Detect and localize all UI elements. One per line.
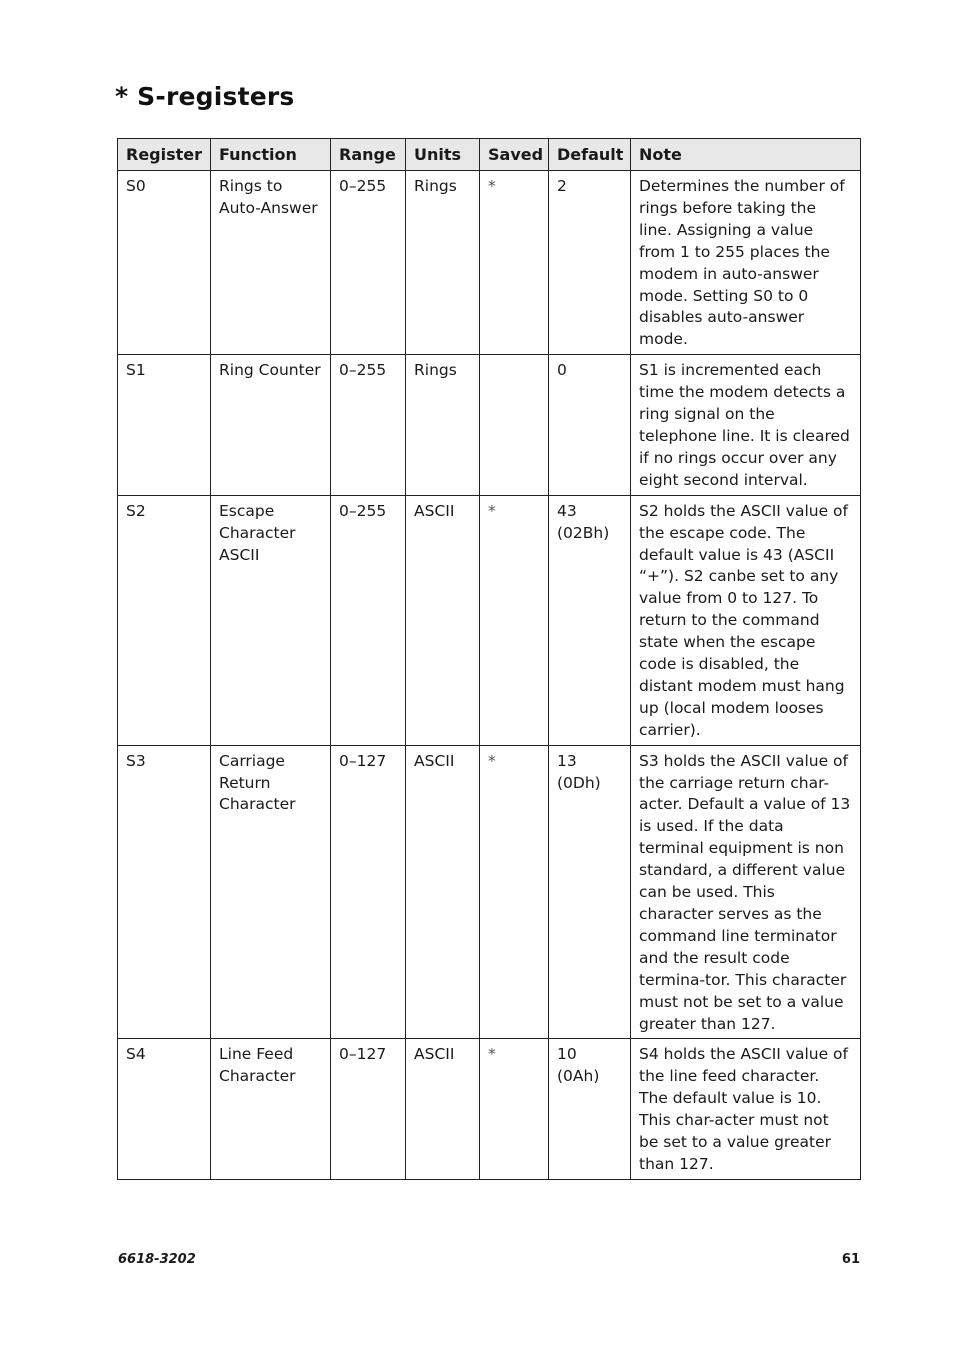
function-cell: Escape Character ASCII — [211, 495, 331, 745]
note-cell: S2 holds the ASCII value of the escape code. The default value is 43 (ASCII “+”). S2 canbe set to any value from 0 to 127. To return to the command state when the escape code is disabled, the distant modem must hang up (local modem looses carrier). — [631, 495, 861, 745]
column-header-register: Register — [118, 139, 211, 171]
range-cell: 0–127 — [331, 745, 406, 1039]
saved-cell: * — [480, 745, 549, 1039]
default-cell: 2 — [549, 171, 631, 355]
default-cell: 10 (0Ah) — [549, 1039, 631, 1179]
note-cell: S1 is incremented each time the modem detects a ring signal on the telephone line. It is cleared if no rings occur over any eight second interval. — [631, 355, 861, 495]
range-cell: 0–255 — [331, 355, 406, 495]
saved-cell — [480, 355, 549, 495]
column-header-range: Range — [331, 139, 406, 171]
column-header-function: Function — [211, 139, 331, 171]
register-cell: S3 — [118, 745, 211, 1039]
function-cell: Carriage Return Character — [211, 745, 331, 1039]
register-cell: S2 — [118, 495, 211, 745]
range-cell: 0–255 — [331, 171, 406, 355]
page-title: * S-registers — [115, 82, 295, 111]
default-cell: 13 (0Dh) — [549, 745, 631, 1039]
page-number: 61 — [841, 1252, 860, 1267]
register-cell: S4 — [118, 1039, 211, 1179]
table-row — [118, 1039, 861, 1179]
register-cell: S0 — [118, 171, 211, 355]
function-cell: Rings to Auto-Answer — [211, 171, 331, 355]
document-number: 6618-3202 — [118, 1252, 196, 1267]
function-cell: Line Feed Character — [211, 1039, 331, 1179]
saved-cell: * — [480, 1039, 549, 1179]
note-cell: S4 holds the ASCII value of the line feed character. The default value is 10. This char-acter must not be set to a value greater than 127. — [631, 1039, 861, 1179]
note-cell: Determines the number of rings before taking the line. Assigning a value from 1 to 255 places the modem in auto-answer mode. Setting S0 to 0 disables auto-answer mode. — [631, 171, 861, 355]
units-cell: ASCII — [406, 495, 480, 745]
units-cell: Rings — [406, 171, 480, 355]
table-row — [118, 171, 861, 355]
column-header-note: Note — [631, 139, 861, 171]
function-cell: Ring Counter — [211, 355, 331, 495]
range-cell: 0–127 — [331, 1039, 406, 1179]
saved-cell: * — [480, 171, 549, 355]
default-cell: 0 — [549, 355, 631, 495]
column-header-saved: Saved — [480, 139, 549, 171]
range-cell: 0–255 — [331, 495, 406, 745]
units-cell: ASCII — [406, 745, 480, 1039]
table-row — [118, 355, 861, 495]
column-header-default: Default — [549, 139, 631, 171]
units-cell: ASCII — [406, 1039, 480, 1179]
register-cell: S1 — [118, 355, 211, 495]
units-cell: Rings — [406, 355, 480, 495]
table-row — [118, 745, 861, 1039]
note-cell: S3 holds the ASCII value of the carriage return char-acter. Default a value of 13 is used. If the data terminal equipment is non standard, a different value can be used. This character serves as the command line terminator and the result code termina-tor. This character must not be set to a value greater than 127. — [631, 745, 861, 1039]
table-row — [118, 495, 861, 745]
s-registers-table — [117, 138, 861, 1180]
table-header-row — [118, 139, 861, 171]
column-header-units: Units — [406, 139, 480, 171]
default-cell: 43 (02Bh) — [549, 495, 631, 745]
saved-cell: * — [480, 495, 549, 745]
